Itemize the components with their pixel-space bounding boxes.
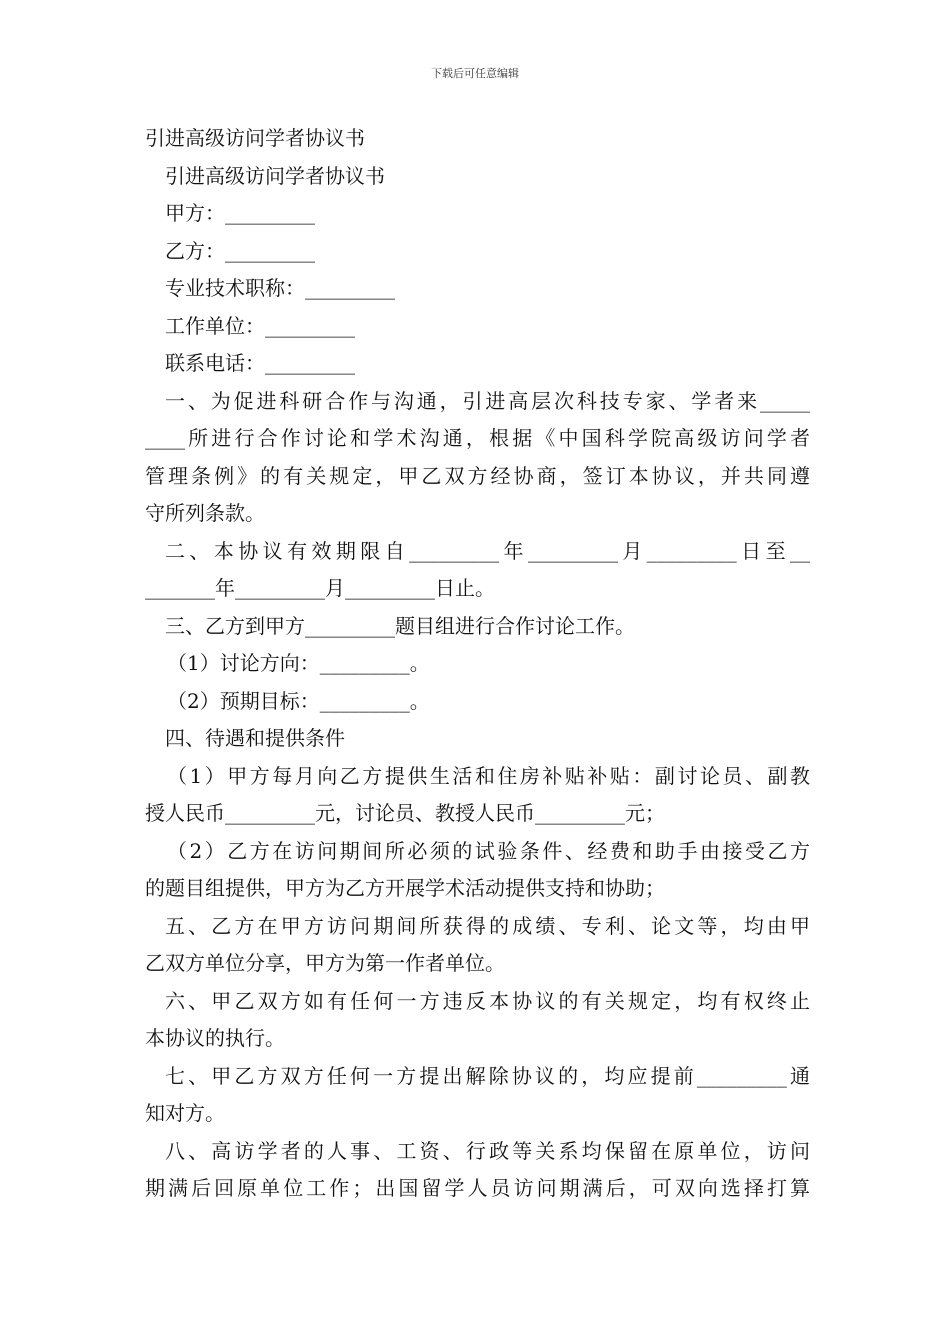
phone-field: 联系电话：_________ <box>165 351 355 375</box>
subtitle: 引进高级访问学者协议书 <box>165 163 385 188</box>
document-body <box>145 120 810 1208</box>
clause-5-line-1: 五、乙方在甲方访问期间所获得的成绩、专利、论文等，均由甲 <box>165 913 810 938</box>
page-header: 下载后可任意编辑 <box>431 67 519 80</box>
clause-1-line-2: ____所进行合作讨论和学术沟通，根据《中国科学院高级访问学者 <box>145 426 810 450</box>
clause-4-item-2-line-1: （2）乙方在访问期间所必须的试验条件、经费和助手由接受乙方 <box>167 838 810 863</box>
clause-6-line-1: 六、甲乙双方如有任何一方违反本协议的有关规定，均有权终止 <box>165 988 810 1013</box>
clause-4-item-2-line-2: 的题目组提供，甲方为乙方开展学术活动提供支持和协助； <box>145 876 665 900</box>
party-a-field: 甲方：_________ <box>165 201 315 225</box>
clause-7-line-2: 知对方。 <box>145 1101 225 1125</box>
document-title: 引进高级访问学者协议书 <box>145 126 365 150</box>
clause-1-line-4: 守所列条款。 <box>145 501 265 525</box>
clause-1-line-1: 一、为促进科研合作与沟通，引进高层次科技专家、学者来_____ <box>165 388 810 413</box>
clause-1-line-3: 管理条例》的有关规定，甲乙双方经协商，签订本协议，并共同遵 <box>145 463 810 488</box>
clause-8-line-1: 八、高访学者的人事、工资、行政等关系均保留在原单位，访问 <box>165 1138 810 1163</box>
clause-4-heading: 四、待遇和提供条件 <box>165 726 345 750</box>
title-field: 专业技术职称：_________ <box>165 276 395 300</box>
clause-4-item-1-line-1: （1）甲方每月向乙方提供生活和住房补贴补贴：副讨论员、副教 <box>167 763 810 788</box>
clause-8-line-2: 期满后回原单位工作；出国留学人员访问期满后，可双向选择打算 <box>145 1176 810 1200</box>
workplace-field: 工作单位：_________ <box>165 313 355 338</box>
party-b-field: 乙方：_________ <box>165 238 315 263</box>
clause-3: 三、乙方到甲方_________题目组进行合作讨论工作。 <box>165 613 635 638</box>
clause-7-line-1: 七、甲乙方双方任何一方提出解除协议的，均应提前_________通 <box>165 1063 810 1088</box>
clause-2-line-1: 二、本协议有效期限自_________年_________月_________日至__ <box>165 538 810 563</box>
clause-6-line-2: 本协议的执行。 <box>145 1026 285 1050</box>
clause-4-item-1-line-2: 授人民币_________元，讨论员、教授人民币_________元； <box>145 801 665 825</box>
clause-3-item-1: （1）讨论方向：_________。 <box>167 651 430 675</box>
clause-2-line-2: _______年_________月_________日止。 <box>145 576 495 600</box>
clause-3-item-2: （2）预期目标：_________。 <box>167 688 430 713</box>
clause-5-line-2: 乙双方单位分享，甲方为第一作者单位。 <box>145 951 505 975</box>
